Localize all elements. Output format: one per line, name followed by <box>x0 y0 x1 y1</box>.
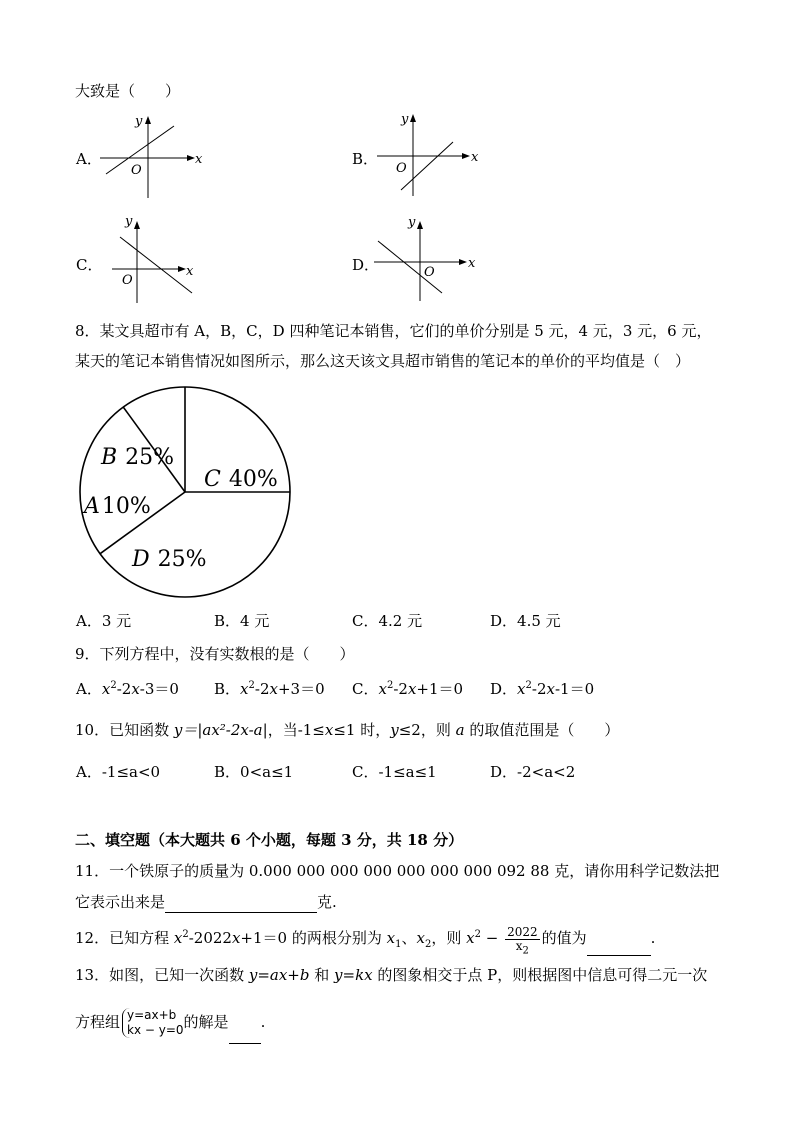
q8-option-b: B．4 元 <box>214 612 270 630</box>
q13-answer-blank[interactable] <box>229 1027 261 1044</box>
q12-fraction: $\frac{2022}{x_2}$ <box>507 924 538 956</box>
y-axis-arrow <box>134 221 140 229</box>
section2-title: 二、填空题（本大题共 6 个小题，每题 3 分，共 18 分） <box>75 831 464 849</box>
q8-option-d: D．4.5 元 <box>490 612 561 630</box>
x-axis-arrow <box>462 153 470 159</box>
axis-label-y: y <box>135 114 143 129</box>
q10-option-d: D．-2<a<2 <box>490 763 576 781</box>
q7-graph-a <box>98 110 208 202</box>
q7-option-b-letter: B． <box>352 150 379 168</box>
q13-equation-system: y=ax+b kx − y=0 <box>122 1008 184 1038</box>
axis-label-x: x <box>186 264 194 279</box>
x-axis-arrow <box>459 259 467 265</box>
q9-stem: 9．下列方程中，没有实数根的是（ ） <box>75 645 355 663</box>
q7-graph-b <box>375 108 485 200</box>
slice-label-d: D 25% <box>132 547 207 572</box>
q11-line2: 它表示出来是 克. <box>75 893 337 911</box>
y-axis-arrow <box>417 221 423 229</box>
x-axis-arrow <box>187 155 195 161</box>
axis-label-y: y <box>401 112 409 127</box>
q8-pie-chart <box>74 382 298 606</box>
q7-option-d-letter: D． <box>352 256 380 274</box>
q7-option-a-letter: A． <box>76 150 102 168</box>
q8-option-a: A．3 元 <box>76 612 132 630</box>
q13-line2: 方程组 y=ax+b kx − y=0 的解是 . <box>75 1000 265 1044</box>
q10-option-c: C．-1≤a≤1 <box>352 763 437 781</box>
y-axis-arrow <box>145 116 151 124</box>
graph-line <box>401 142 453 190</box>
q12-answer-blank[interactable] <box>587 939 651 956</box>
slice-label-b: B 25% <box>101 445 175 470</box>
q8-line1: 8．某文具超市有 A，B，C，D 四种笔记本销售，它们的单价分别是 5 元，4 元，3 元，6 元， <box>75 322 712 340</box>
axis-label-y: y <box>408 215 416 230</box>
x-axis-arrow <box>178 266 186 272</box>
y-axis-arrow <box>410 114 416 122</box>
q8-option-c: C．4.2 元 <box>352 612 423 630</box>
origin-label: O <box>131 163 142 178</box>
q8-line2: 某天的笔记本销售情况如图所示，那么这天该文具超市销售的笔记本的单价的平均值是（ ） <box>75 352 691 370</box>
axis-label-x: x <box>468 256 476 271</box>
q12-line: 12．已知方程 $x^2-2022x+1=0$ 的两根分别为 $x_1$、$x_2$，则 $x^2$ − $\frac{2022}{x_2}$ 的值为 . <box>75 924 656 956</box>
q7-option-c-letter: C． <box>76 256 103 274</box>
origin-label: O <box>424 265 435 280</box>
q10-option-b: B．0<a≤1 <box>214 763 294 781</box>
q7-tail: 大致是（ ） <box>75 82 181 100</box>
origin-label: O <box>396 161 407 176</box>
q9-option-a: A．$x^2-2x-3=0$ <box>76 680 179 698</box>
slice-label-c: C 40% <box>204 467 278 492</box>
axis-label-x: x <box>471 150 479 165</box>
q7-graph-d <box>372 213 482 305</box>
q10-option-a: A．-1≤a<0 <box>76 763 161 781</box>
q9-option-b: B．$x^2-2x+3=0$ <box>214 680 325 698</box>
q11-line1: 11．一个铁原子的质量为 0.000 000 000 000 000 000 000 092 88 克，请你用科学记数法把 <box>75 862 720 880</box>
q11-answer-blank[interactable] <box>165 896 317 913</box>
q13-line1: 13．如图，已知一次函数 y=ax+b 和 y=kx 的图象相交于点 P，则根据图中信息可得二元一次 <box>75 966 708 984</box>
q9-option-d: D．$x^2-2x-1=0$ <box>490 680 595 698</box>
q9-option-c: C．$x^2-2x+1=0$ <box>352 680 464 698</box>
axis-label-y: y <box>125 214 133 229</box>
q10-stem: 10．已知函数 y＝|ax²-2x-a|，当-1≤x≤1 时，y≤2，则 a 的取值范围是（ ） <box>75 721 620 739</box>
axis-label-x: x <box>195 152 203 167</box>
slice-label-a: A10% <box>84 494 151 519</box>
origin-label: O <box>122 273 133 288</box>
q7-graph-c <box>110 213 206 305</box>
